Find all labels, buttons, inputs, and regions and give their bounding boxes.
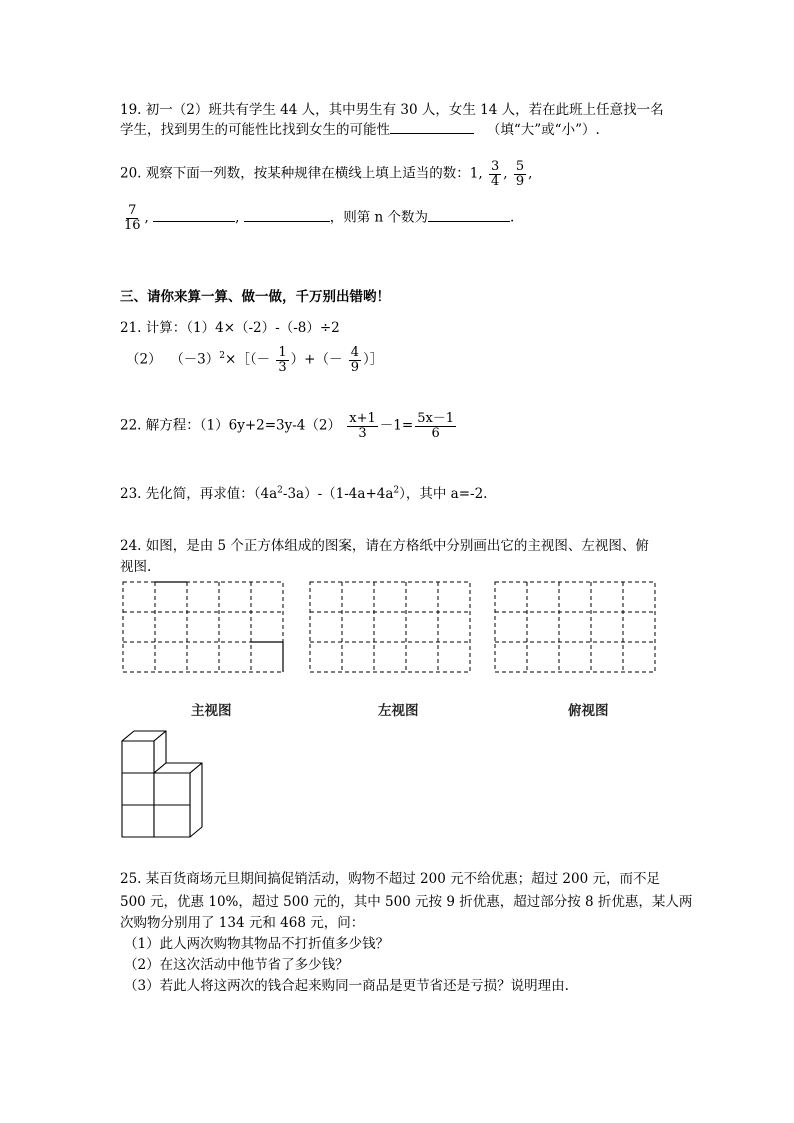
q19-line2-text: 学生，找到男生的可能性比找到女生的可能性 bbox=[120, 122, 390, 138]
q19-hint: （填“大”或“小”）. bbox=[486, 122, 600, 138]
q20-blank-3[interactable] bbox=[428, 207, 510, 222]
q20-f2-den: 9 bbox=[515, 173, 525, 189]
q21-p2-plus: ）+（－ bbox=[290, 351, 343, 368]
q21-p2-mid: ×［（－ bbox=[225, 351, 271, 368]
section-3-title: 三、请你来算一算、做一做，千万别出错哟！ bbox=[120, 289, 390, 305]
cube-figure bbox=[118, 729, 210, 839]
q25-sub1: （1）此人两次购物其物品不打折值多少钱？ bbox=[124, 936, 390, 952]
q19-line1: 19. 初一（2）班共有学生 44 人，其中男生有 30 人，女生 14 人，若在此班上任意找一名 bbox=[120, 102, 664, 118]
q21-line1: 21. 计算：（1）4×（-2）-（-8）÷2 bbox=[120, 320, 340, 336]
q25-line1: 25. 某百货商场元旦期间搞促销活动，购物不超过 200 元不给优惠；超过 200 元，而不足 bbox=[120, 871, 660, 887]
q19-answer-blank[interactable] bbox=[390, 119, 474, 134]
q23-sup1: 2 bbox=[277, 485, 283, 496]
q21-p2-label: （2） bbox=[126, 351, 162, 368]
q21-line2 bbox=[126, 346, 383, 374]
q21-f2-num: 4 bbox=[350, 345, 360, 360]
q20-end: . bbox=[510, 209, 515, 226]
q20-f3-den: 16 bbox=[124, 217, 141, 233]
q21-p2-base: （－3） bbox=[170, 351, 220, 368]
q20-fraction-1 bbox=[489, 160, 501, 188]
q20-lead: 20. 观察下面一列数，按某种规律在横线上填上适当的数：1, bbox=[120, 165, 483, 182]
q25-sub3: （3）若此人将这两次的钱合起来购同一商品是更节省还是亏损？说明理由. bbox=[124, 978, 569, 994]
q25-sub2: （2）在这次活动中他节省了多少钱？ bbox=[124, 957, 349, 973]
q22-line bbox=[120, 412, 458, 440]
q22-f1-den: 3 bbox=[358, 425, 367, 441]
q23-b: -3a）-（1-4a+4a bbox=[282, 486, 394, 502]
q21-f1-den: 3 bbox=[278, 359, 287, 375]
q20-line1 bbox=[120, 160, 532, 188]
q20-blank-1[interactable] bbox=[153, 207, 235, 222]
caption-top-view: 俯视图 bbox=[568, 703, 609, 719]
q21-f1-num: 1 bbox=[278, 345, 287, 360]
q20-fraction-3 bbox=[122, 204, 143, 232]
q20-line2 bbox=[120, 204, 514, 232]
q23-c: ），其中 a=-2. bbox=[399, 486, 488, 502]
grid-top-view[interactable] bbox=[494, 581, 658, 675]
q22-f2-den: 6 bbox=[431, 425, 440, 441]
q20-sep-4: , bbox=[235, 209, 240, 226]
q22-f2-num: 5x－1 bbox=[417, 411, 455, 426]
grid-front-view[interactable] bbox=[122, 581, 286, 675]
caption-front-view: 主视图 bbox=[191, 703, 232, 719]
q21-fraction-1 bbox=[276, 346, 288, 374]
q20-f1-den: 4 bbox=[490, 173, 500, 189]
q20-tail: ，则第 n 个数为 bbox=[329, 209, 429, 226]
q24-line2: 视图. bbox=[120, 559, 152, 575]
caption-left-view: 左视图 bbox=[378, 703, 419, 719]
q20-f2-num: 5 bbox=[515, 159, 525, 174]
q20-sep-1: , bbox=[503, 165, 508, 182]
grid-left-view[interactable] bbox=[309, 581, 473, 675]
q21-fraction-2 bbox=[349, 346, 361, 374]
q21-p2-end: ）］ bbox=[363, 351, 384, 368]
q23-sup2: 2 bbox=[393, 485, 400, 496]
q20-fraction-2 bbox=[514, 160, 526, 188]
q23-a: 23. 先化简，再求值：（4a bbox=[120, 486, 278, 502]
q25-line3: 次购物分别用了 134 元和 468 元，问： bbox=[120, 915, 365, 931]
q22-f1-num: x+1 bbox=[349, 411, 376, 426]
q25-line2: 500 元，优惠 10%，超过 500 元的，其中 500 元按 9 折优惠，超过部分按 8 折优惠，某人两 bbox=[120, 894, 693, 910]
q19-line2 bbox=[120, 118, 600, 138]
q20-sep-2: , bbox=[528, 165, 533, 182]
q21-f2-den: 9 bbox=[350, 359, 360, 375]
q20-f3-num: 7 bbox=[128, 203, 137, 218]
q22-lead: 22. 解方程：（1）6y+2=3y-4（2） bbox=[120, 417, 341, 434]
q22-mid: －1= bbox=[379, 417, 414, 434]
q21-p2-exp: 2 bbox=[219, 351, 226, 362]
q22-fraction-2 bbox=[415, 412, 456, 440]
q22-fraction-1 bbox=[347, 412, 378, 440]
q20-f1-num: 3 bbox=[490, 159, 500, 174]
q20-sep-3: , bbox=[144, 209, 149, 226]
q24-line1: 24. 如图，是由 5 个正方体组成的图案，请在方格纸中分别画出它的主视图、左视图、俯 bbox=[120, 538, 649, 554]
q20-blank-2[interactable] bbox=[244, 207, 330, 222]
q23-line bbox=[120, 482, 487, 502]
